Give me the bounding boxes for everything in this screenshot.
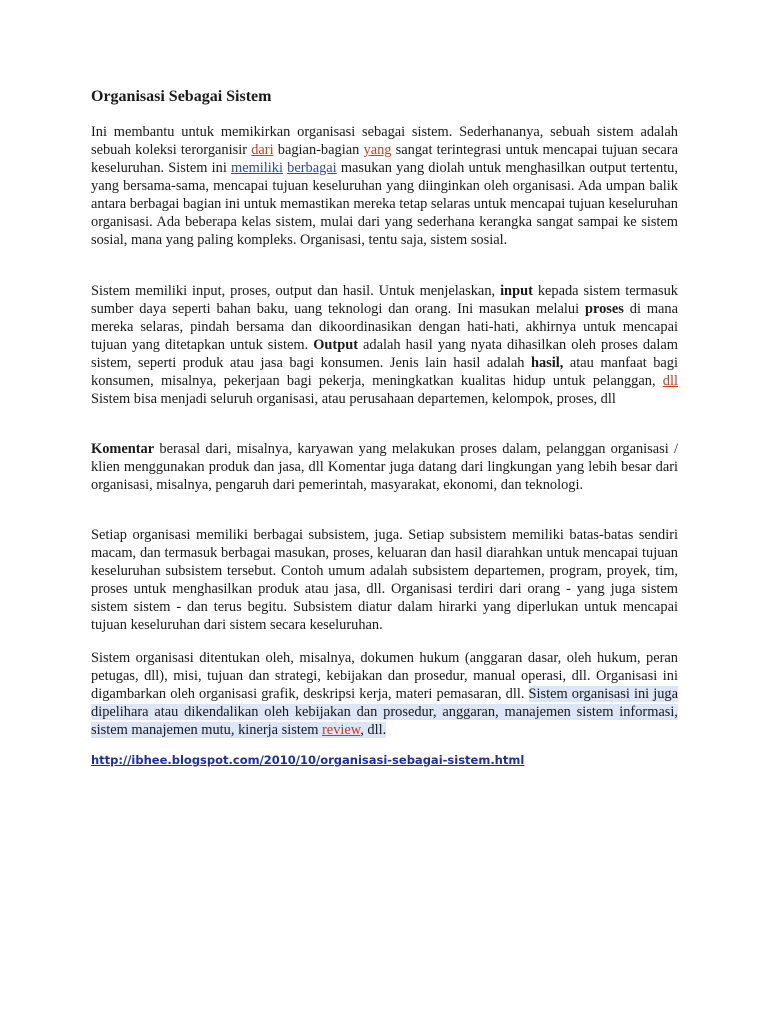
text-span: bagian-bagian: [273, 142, 364, 158]
inline-link-memiliki[interactable]: memiliki: [231, 160, 283, 176]
bold-term-output: Output: [313, 337, 358, 353]
inline-link-dll[interactable]: dll: [662, 373, 678, 389]
bold-term-komentar: Komentar: [91, 441, 155, 457]
paragraph-komentar: [91, 440, 678, 494]
text-span: Sistem organisasi ini juga dipelihara atau dikendalikan oleh kebijakan dan prosedur, anggaran, manajemen sistem informasi, sistem manajemen mutu, kinerja sistem: [91, 686, 678, 738]
paragraph-sistem-organisasi: [91, 649, 678, 739]
paragraph-input-proses: [91, 282, 678, 408]
paragraph-intro: [91, 123, 678, 249]
text-span: masukan yang diolah untuk menghasilkan output tertentu, yang bersama-sama, mencapai tujuan keseluruhan yang diinginkan oleh organisasi. Ada umpan balik antara berbagai bagian ini untuk memastikan mereka tetap selaras untuk mencapai tujuan keseluruhan organisasi. Ada beberapa kelas sistem, mulai dari yang sederhana kerangka sangat sampai ke sistem sosial, mana yang paling kompleks. Organisasi, tentu saja, sistem sosial.: [91, 160, 678, 248]
bold-term-proses: proses: [584, 301, 624, 317]
paragraph-subsistem: [91, 526, 678, 634]
inline-link-yang[interactable]: yang: [363, 142, 392, 158]
text-span: Setiap organisasi memiliki berbagai subsistem, juga. Setiap subsistem memiliki batas-batas sendiri macam, dan termasuk berbagai masukan, proses, keluaran dan hasil diarahkan untuk mencapai tujuan keseluruhan subsistem tersebut. Contoh umum adalah subsistem departemen, program, proyek, tim, proses untuk menghasilkan produk atau jasa, dll. Organisasi terdiri dari orang - yang juga sistem sistem sistem - dan terus begitu. Subsistem diatur dalam hirarki yang diperlukan untuk mencapai tujuan keseluruhan dari sistem secara keseluruhan.: [91, 527, 678, 633]
source-url-link[interactable]: http://ibhee.blogspot.com/2010/10/organisasi-sebagai-sistem.html: [91, 753, 525, 767]
bold-term-input: input: [500, 283, 533, 299]
inline-link-review[interactable]: review: [322, 722, 361, 738]
text-span: atau manfaat bagi konsumen, misalnya, pekerjaan bagi pekerja, meningkatkan kualitas hidup untuk pelanggan,: [91, 355, 678, 389]
inline-link-dari[interactable]: dari: [251, 142, 274, 158]
text-span: di mana mereka selaras, pindah bersama dan dikoordinasikan dengan hati-hati, akhirnya untuk mencapai tujuan yang ditetapkan untuk sistem.: [91, 301, 678, 353]
text-span: berasal dari, misalnya, karyawan yang melakukan proses dalam, pelanggan organisasi / klien menggunakan produk dan jasa, dll Komentar juga datang dari lingkungan yang lebih besar dari organisasi, misalnya, pengaruh dari pemerintah, masyarakat, ekonomi, dan teknologi.: [91, 441, 678, 493]
text-span: Sistem memiliki input, proses, output dan hasil. Untuk menjelaskan,: [91, 283, 501, 299]
text-span: sangat terintegrasi untuk mencapai tujuan secara keseluruhan. Sistem ini: [91, 142, 678, 176]
inline-link-berbagai[interactable]: berbagai: [287, 160, 337, 176]
text-span: Ini membantu untuk memikirkan organisasi sebagai sistem. Sederhananya, sebuah sistem adalah sebuah koleksi terorganisir: [91, 124, 678, 158]
text-span: , dll.: [360, 722, 387, 738]
document-title: Organisasi Sebagai Sistem: [91, 88, 272, 105]
text-span: Sistem organisasi ditentukan oleh, misalnya, dokumen hukum (anggaran dasar, oleh hukum, peran petugas, dll), misi, tujuan dan strategi, kebijakan dan prosedur, manual operasi, dll. Organisasi ini digambarkan oleh organisasi grafik, deskripsi kerja, materi pemasaran, dll.: [91, 650, 678, 702]
bold-term-hasil: hasil,: [530, 355, 564, 371]
text-span: Sistem bisa menjadi seluruh organisasi, atau perusahaan departemen, kelompok, proses, dll: [91, 391, 616, 407]
text-span: kepada sistem termasuk sumber daya seperti bahan baku, uang teknologi dan orang. Ini masukan melalui: [91, 283, 678, 317]
text-span: adalah hasil yang nyata dihasilkan oleh proses dalam sistem, seperti produk atau jasa bagi konsumen. Jenis lain hasil adalah: [91, 337, 678, 371]
